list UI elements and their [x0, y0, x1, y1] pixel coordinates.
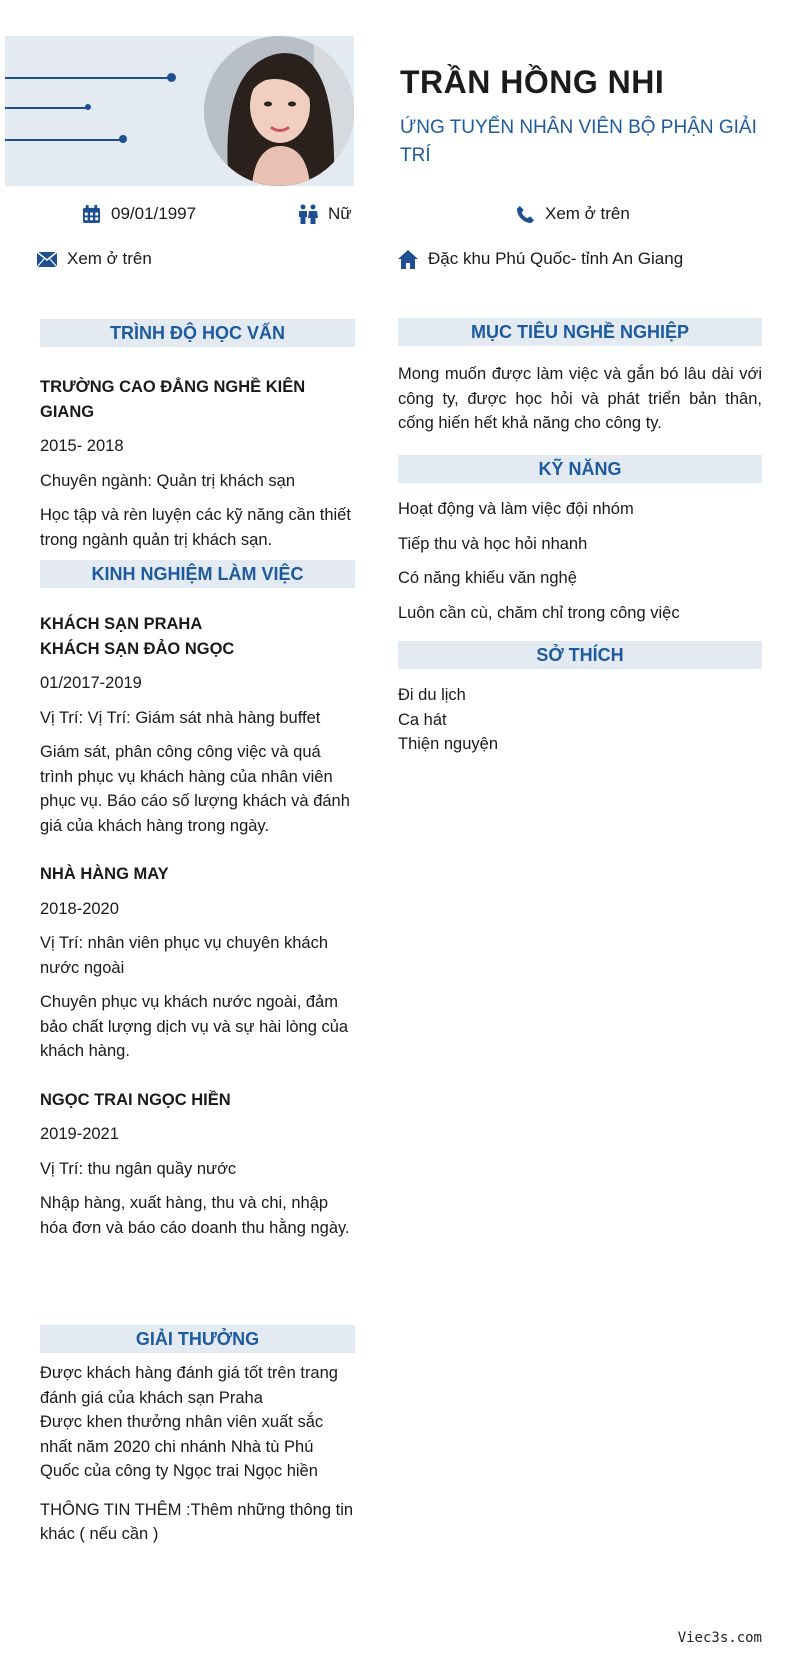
- awards-text: Được khách hàng đánh giá tốt trên trang đánh giá của khách sạn Praha Được khen thưởng nhân viên xuất sắc nhất năm 2020 chi nhánh Nhà tù Phú Quốc của công ty Ngọc trai Ngọc hiền: [40, 1364, 338, 1480]
- experience-heading: KINH NGHIỆM LÀM VIỆC: [40, 560, 355, 588]
- skill-item: Luôn cần cù, chăm chỉ trong công việc: [398, 603, 680, 622]
- applied-position: ỨNG TUYỂN NHÂN VIÊN BỘ PHẬN GIẢI TRÍ: [400, 117, 757, 166]
- skill-item: Có năng khiếu văn nghệ: [398, 569, 577, 587]
- job-company: NGỌC TRAI NGỌC HIỀN: [40, 1090, 231, 1109]
- job-description: Chuyên phục vụ khách nước ngoài, đảm bảo chất lượng dịch vụ và sự hài lòng của khách hàng.: [40, 993, 349, 1060]
- job-description: Giám sát, phân công công việc và quá trình phục vụ khách hàng của nhân viên phục vụ. Báo cáo số lượng khách và đánh giá của khách hàng trong ngày.: [40, 743, 350, 835]
- job-role: Vị Trí: nhân viên phục vụ chuyên khách nước ngoài: [40, 934, 329, 977]
- decor-line: [5, 107, 88, 109]
- job-company-secondary: KHÁCH SẠN ĐẢO NGỌC: [40, 639, 235, 658]
- extra-info: THÔNG TIN THÊM :Thêm những thông tin khác ( nếu cần ): [40, 1500, 354, 1543]
- objective-text: Mong muốn được làm việc và gắn bó lâu dài với công ty, được học hỏi và phát triển bản thân, cống hiến hết khả năng cho công ty.: [398, 365, 762, 432]
- job-company: NHÀ HÀNG MAY: [40, 865, 169, 883]
- objective-heading: MỤC TIÊU NGHỀ NGHIỆP: [398, 318, 762, 346]
- gender-field: [298, 204, 352, 224]
- birthday-field: [82, 204, 196, 224]
- hobby-item: Thiện nguyện: [398, 735, 498, 753]
- skill-item: Tiếp thu và học hỏi nhanh: [398, 534, 588, 553]
- decor-dot: [85, 104, 91, 110]
- job-item: [40, 1088, 355, 1241]
- skill-item: Hoạt động và làm việc đội nhóm: [398, 500, 634, 518]
- education-description: Học tập và rèn luyện các kỹ năng cần thiết trong ngành quản trị khách sạn.: [40, 506, 351, 549]
- hobby-item: Ca hát: [398, 710, 447, 729]
- education-section: [40, 319, 355, 552]
- job-period: 01/2017-2019: [40, 674, 142, 692]
- job-company: KHÁCH SẠN PRAHA: [40, 615, 203, 633]
- job-role: Vị Trí: thu ngân quầy nước: [40, 1159, 237, 1178]
- phone-value: Xem ở trên: [545, 204, 630, 223]
- job-period: 2019-2021: [40, 1125, 119, 1143]
- education-period: 2015- 2018: [40, 437, 124, 455]
- job-item: [40, 612, 355, 838]
- job-description: Nhập hàng, xuất hàng, thu và chi, nhập hóa đơn và báo cáo doanh thu hằng ngày.: [40, 1194, 350, 1237]
- school-name: TRƯỜNG CAO ĐẲNG NGHỀ KIÊN GIANG: [40, 378, 306, 421]
- awards-section: [40, 1325, 355, 1547]
- decor-line: [5, 139, 123, 141]
- decor-dot: [167, 73, 176, 82]
- address-field: [398, 249, 683, 269]
- job-role: Vị Trí: Vị Trí: Giám sát nhà hàng buffet: [40, 708, 321, 727]
- address-value: Đặc khu Phú Quốc- tỉnh An Giang: [428, 249, 684, 268]
- gender-value: Nữ: [328, 204, 352, 223]
- education-heading: TRÌNH ĐỘ HỌC VẤN: [40, 319, 355, 347]
- calendar-icon: [82, 205, 101, 224]
- candidate-name: TRẦN HỒNG NHI: [400, 64, 665, 100]
- decor-line: [5, 77, 171, 79]
- education-major: Chuyên ngành: Quản trị khách sạn: [40, 471, 296, 490]
- hobbies-section: [398, 641, 762, 757]
- watermark: Viec3s.com: [677, 1630, 762, 1646]
- email-value: Xem ở trên: [67, 249, 152, 268]
- job-item: [40, 862, 355, 1064]
- job-period: 2018-2020: [40, 899, 119, 918]
- objective-section: [398, 318, 762, 436]
- profile-photo: [204, 36, 354, 186]
- experience-section: [40, 560, 355, 1240]
- hobby-item: Đi du lịch: [398, 686, 466, 704]
- home-icon: [398, 250, 418, 269]
- awards-heading: GIẢI THƯỞNG: [40, 1325, 355, 1353]
- phone-field: [516, 204, 630, 224]
- portrait-illustration: [204, 36, 354, 186]
- skills-heading: KỸ NĂNG: [398, 455, 762, 483]
- phone-icon: [516, 205, 535, 224]
- gender-icon: [298, 204, 318, 224]
- decor-dot: [119, 135, 127, 143]
- hobbies-heading: SỞ THÍCH: [398, 641, 762, 669]
- birthday-value: 09/01/1997: [111, 204, 197, 223]
- envelope-icon: [37, 252, 57, 267]
- email-field: [37, 249, 152, 269]
- skills-section: [398, 455, 762, 625]
